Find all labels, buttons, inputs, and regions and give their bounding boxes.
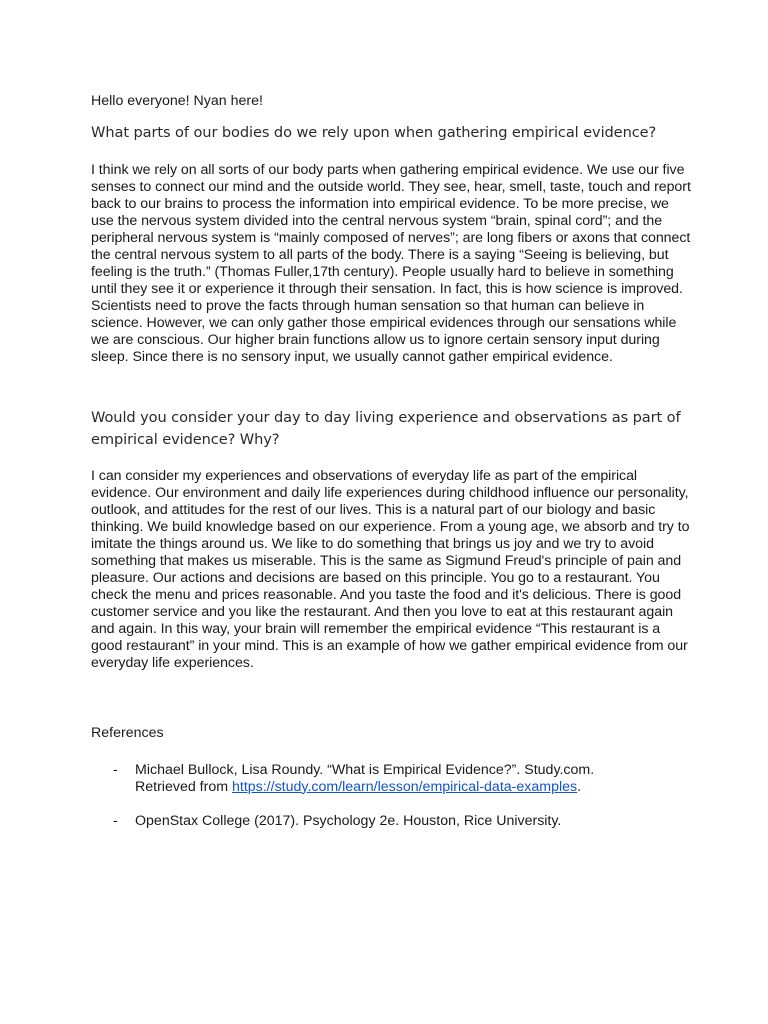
reference-retrieved-label: Retrieved from — [135, 778, 232, 795]
list-bullet: - — [113, 812, 118, 829]
references-list — [91, 762, 691, 830]
references-heading: References — [91, 724, 164, 741]
greeting-line: Hello everyone! Nyan here! — [91, 93, 263, 109]
reference-item — [91, 813, 691, 830]
reference-link[interactable]: https://study.com/learn/lesson/empirical-data-examples — [231, 778, 578, 795]
document-page — [91, 93, 691, 847]
question-heading-1: What parts of our bodies do we rely upon when gathering empirical evidence? — [91, 124, 657, 141]
question-heading-2: Would you consider your day to day living experience and observations as part of empirical evidence? Why? — [91, 408, 681, 448]
reference-text: Michael Bullock, Lisa Roundy. “What is Empirical Evidence?”. Study.com. — [135, 761, 595, 778]
reference-end-punct: . — [577, 778, 582, 795]
answer-paragraph-1: I think we rely on all sorts of our body parts when gathering empirical evidence. We use our five senses to connect our mind and the outside world. They see, hear, smell, taste, touch and report back to our brains to process the information into empirical evidence. To be more precise, we use the nervous system divided into the central nervous system “brain, spinal cord”; and the peripheral nervous system is “mainly composed of nerves”; are long fibers or axons that connect the central nervous system to all parts of the body. There is a saying “Seeing is believing, but feeling is the truth.” (Thomas Fuller,17th century). People usually hard to believe in something until they see it or experience it through their sensation. In fact, this is how science is improved. Scientists need to prove the facts through human sensation so that human can believe in science. However, we can only gather those empirical evidences through our sensations while we are conscious. Our higher brain functions allow us to ignore certain sensory input during sleep. Since there is no sensory input, we usually cannot gather empirical evidence. — [91, 161, 691, 365]
reference-text: OpenStax College (2017). Psychology 2e. Houston, Rice University. — [135, 812, 562, 829]
reference-item — [91, 762, 691, 796]
answer-paragraph-2: I can consider my experiences and observations of everyday life as part of the empirical evidence. Our environment and daily life experiences during childhood influence our personality, outlook, and attitudes for the rest of our lives. This is a natural part of our biology and basic thinking. We build knowledge based on our experience. From a young age, we absorb and try to imitate the things around us. We like to do something that brings us joy and we try to avoid something that makes us miserable. This is the same as Sigmund Freud's principle of pain and pleasure. Our actions and decisions are based on this principle. You go to a restaurant. You check the menu and prices reasonable. And you taste the food and it's delicious. There is good customer service and you like the restaurant. And then you love to eat at this restaurant again and again. In this way, your brain will remember the empirical evidence “This restaurant is a good restaurant” in your mind. This is an example of how we gather empirical evidence from our everyday life experiences. — [91, 467, 690, 671]
list-bullet: - — [113, 761, 118, 778]
